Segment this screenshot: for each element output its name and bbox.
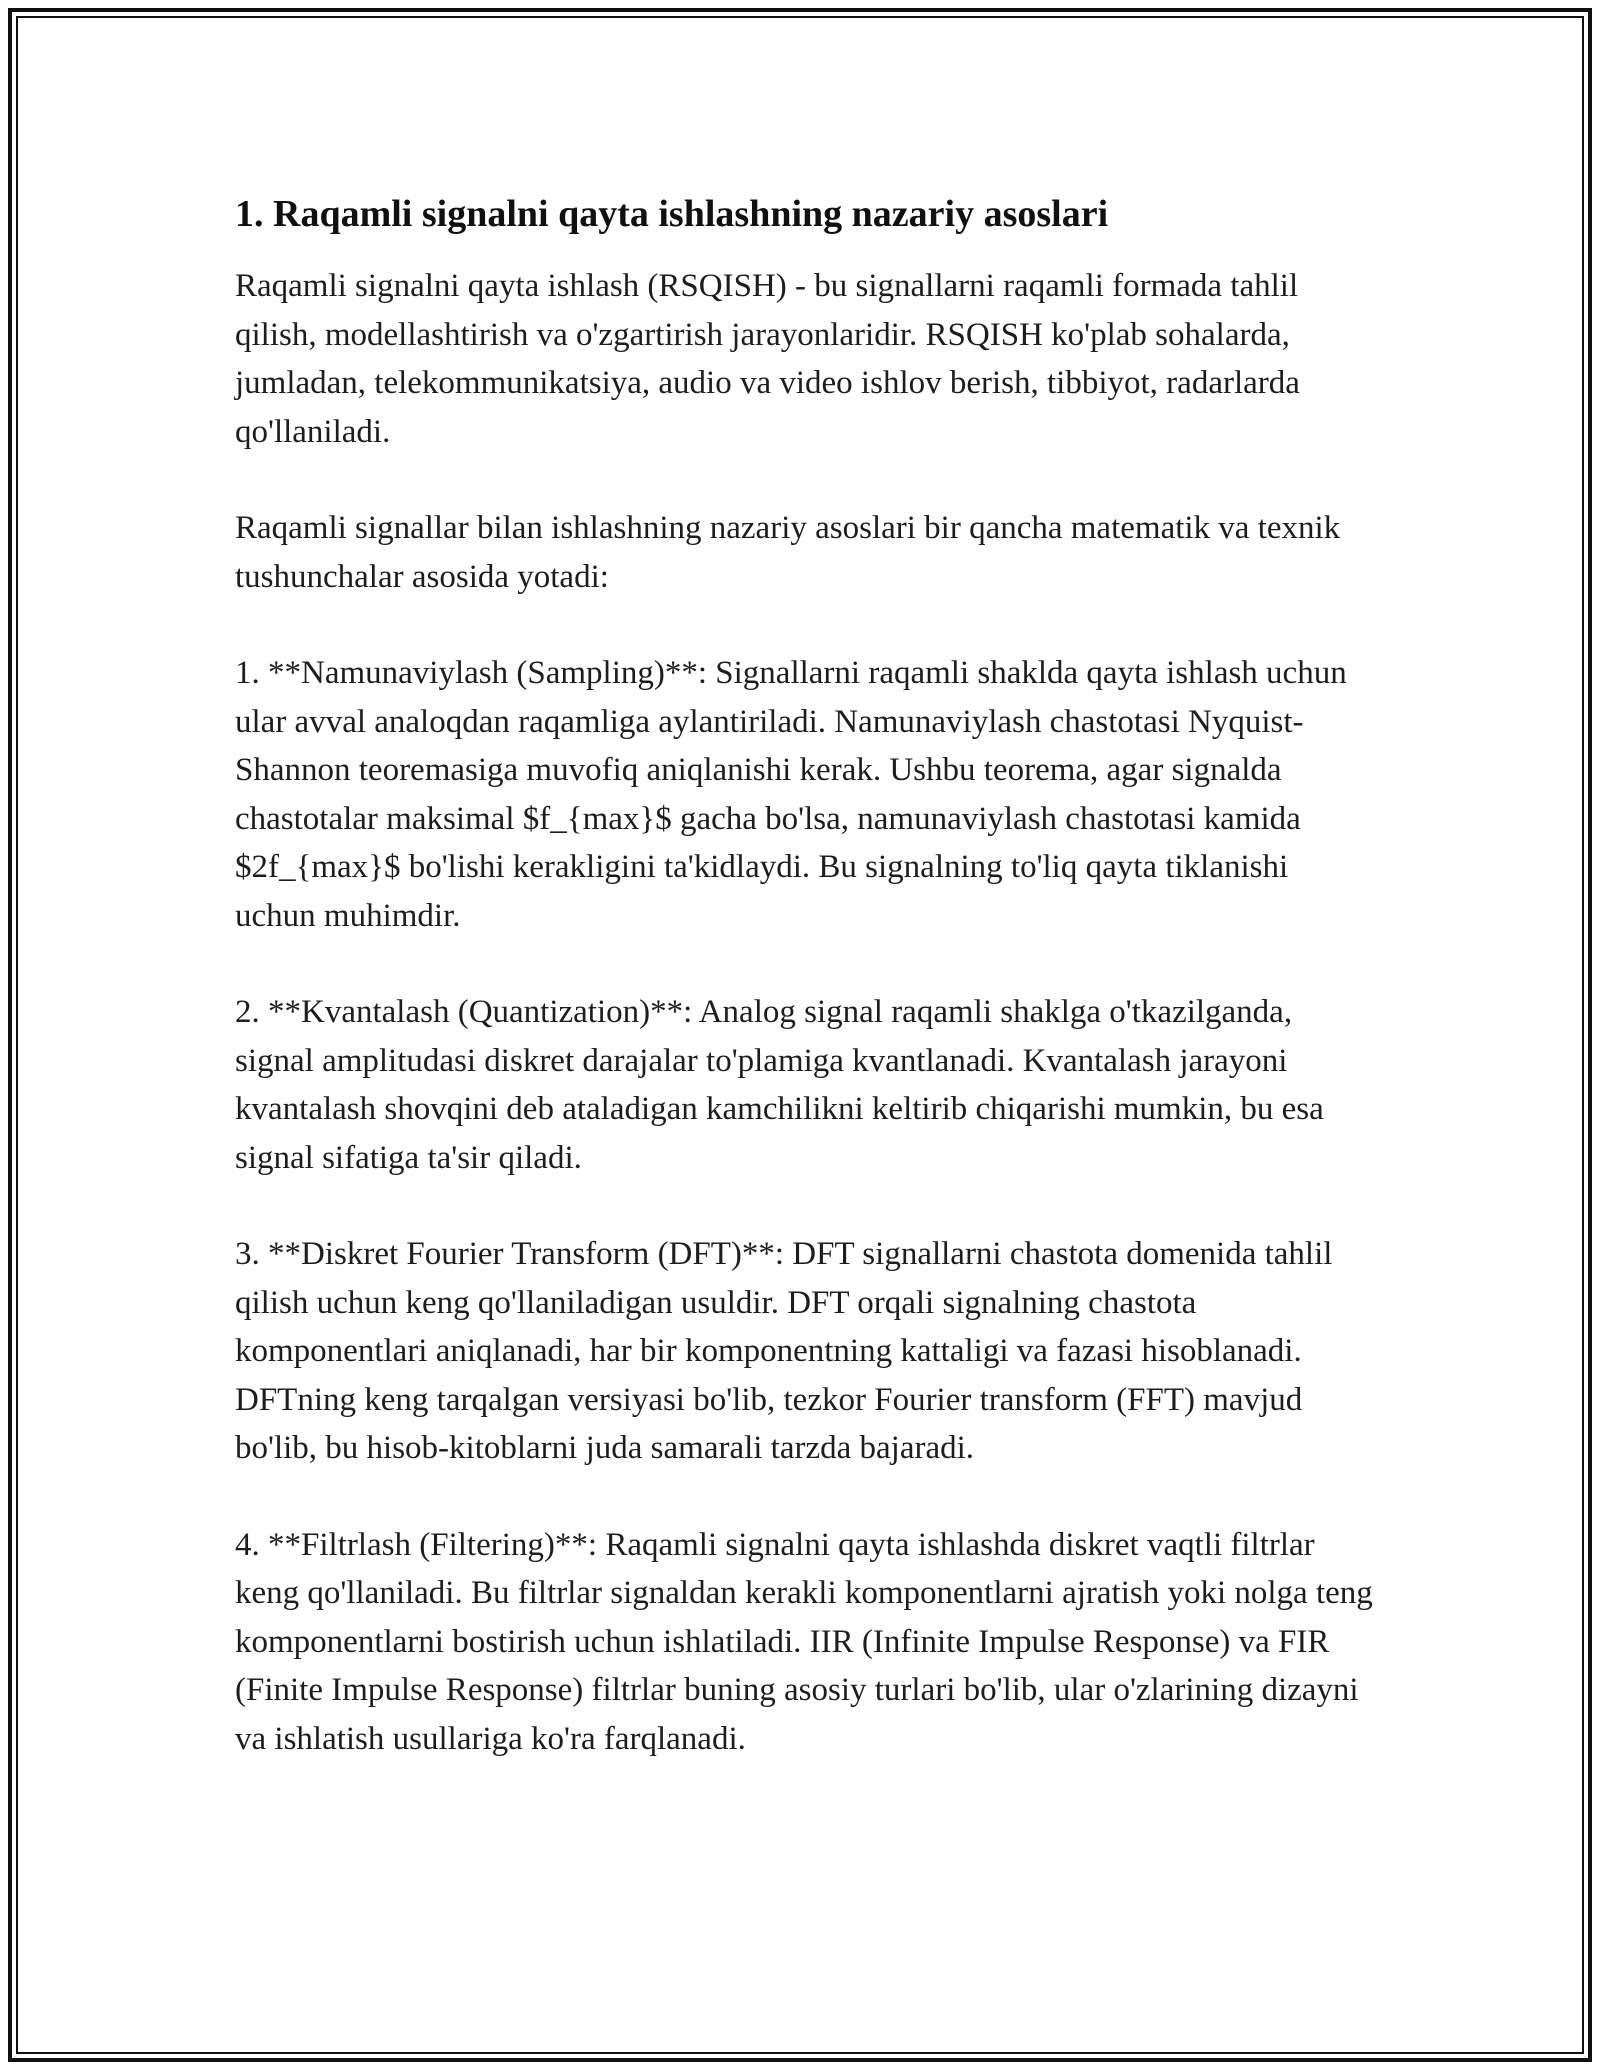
paragraph-intro: Raqamli signalni qayta ishlash (RSQISH) - bu signallarni raqamli formada tahlil qilish, modellashtirish va o'zgartirish jarayonlaridir. RSQISH ko'plab sohalarda, jumladan, telekommunikatsiya, audio va video ishlov berish, tibbiyot, radarlarda qo'llaniladi. xyxy=(235,268,1300,450)
paragraph-dft: 3. **Diskret Fourier Transform (DFT)**: DFT signallarni chastota domenida tahlil qilish uchun keng qo'llaniladigan usuldir. DFT orqali signalning chastota komponentlari aniqlanadi, har bir komponentning kattaligi va fazasi hisoblanadi. DFTning keng tarqalgan versiyasi bo'lib, tezkor Fourier transform (FFT) mavjud bo'lib, bu hisob-kitoblarni juda samarali tarzda bajaradi. xyxy=(235,1236,1333,1466)
paragraph-quantization: 2. **Kvantalash (Quantization)**: Analog signal raqamli shaklga o'tkazilganda, signal amplitudasi diskret darajalar to'plamiga kvantlanadi. Kvantalash jarayoni kvantalash shovqini deb ataladigan kamchilikni keltirib chiqarishi mumkin, bu esa signal sifatiga ta'sir qiladi. xyxy=(235,994,1324,1176)
document-body xyxy=(235,188,1375,1811)
paragraph-foundations: Raqamli signallar bilan ishlashning nazariy asoslari bir qancha matematik va texnik tushunchalar asosida yotadi: xyxy=(235,510,1341,595)
paragraph-filtering: 4. **Filtrlash (Filtering)**: Raqamli signalni qayta ishlashda diskret vaqtli filtrlar keng qo'llaniladi. Bu filtrlar signaldan kerakli komponentlarni ajratish yoki nolga teng komponentlarni bostirish uchun ishlatiladi. IIR (Infinite Impulse Response) va FIR (Finite Impulse Response) filtrlar buning asosiy turlari bo'lib, ular o'zlarining dizayni va ishlatish usullariga ko'ra farqlanadi. xyxy=(235,1526,1373,1757)
paragraph-sampling: 1. **Namunaviylash (Sampling)**: Signallarni raqamli shaklda qayta ishlash uchun ular avval analoqdan raqamliga aylantiriladi. Namunaviylash chastotasi Nyquist-Shannon teoremasiga muvofiq aniqlanishi kerak. Ushbu teorema, agar signalda chastotalar maksimal $f_{max}$ gacha bo'lsa, namunaviylash chastotasi kamida $2f_{max}$ bo'lishi kerakligini ta'kidlaydi. Bu signalning to'liq qayta tiklanishi uchun muhimdir. xyxy=(235,655,1347,934)
section-title: 1. Raqamli signalni qayta ishlashning nazariy asoslari xyxy=(235,193,1109,235)
